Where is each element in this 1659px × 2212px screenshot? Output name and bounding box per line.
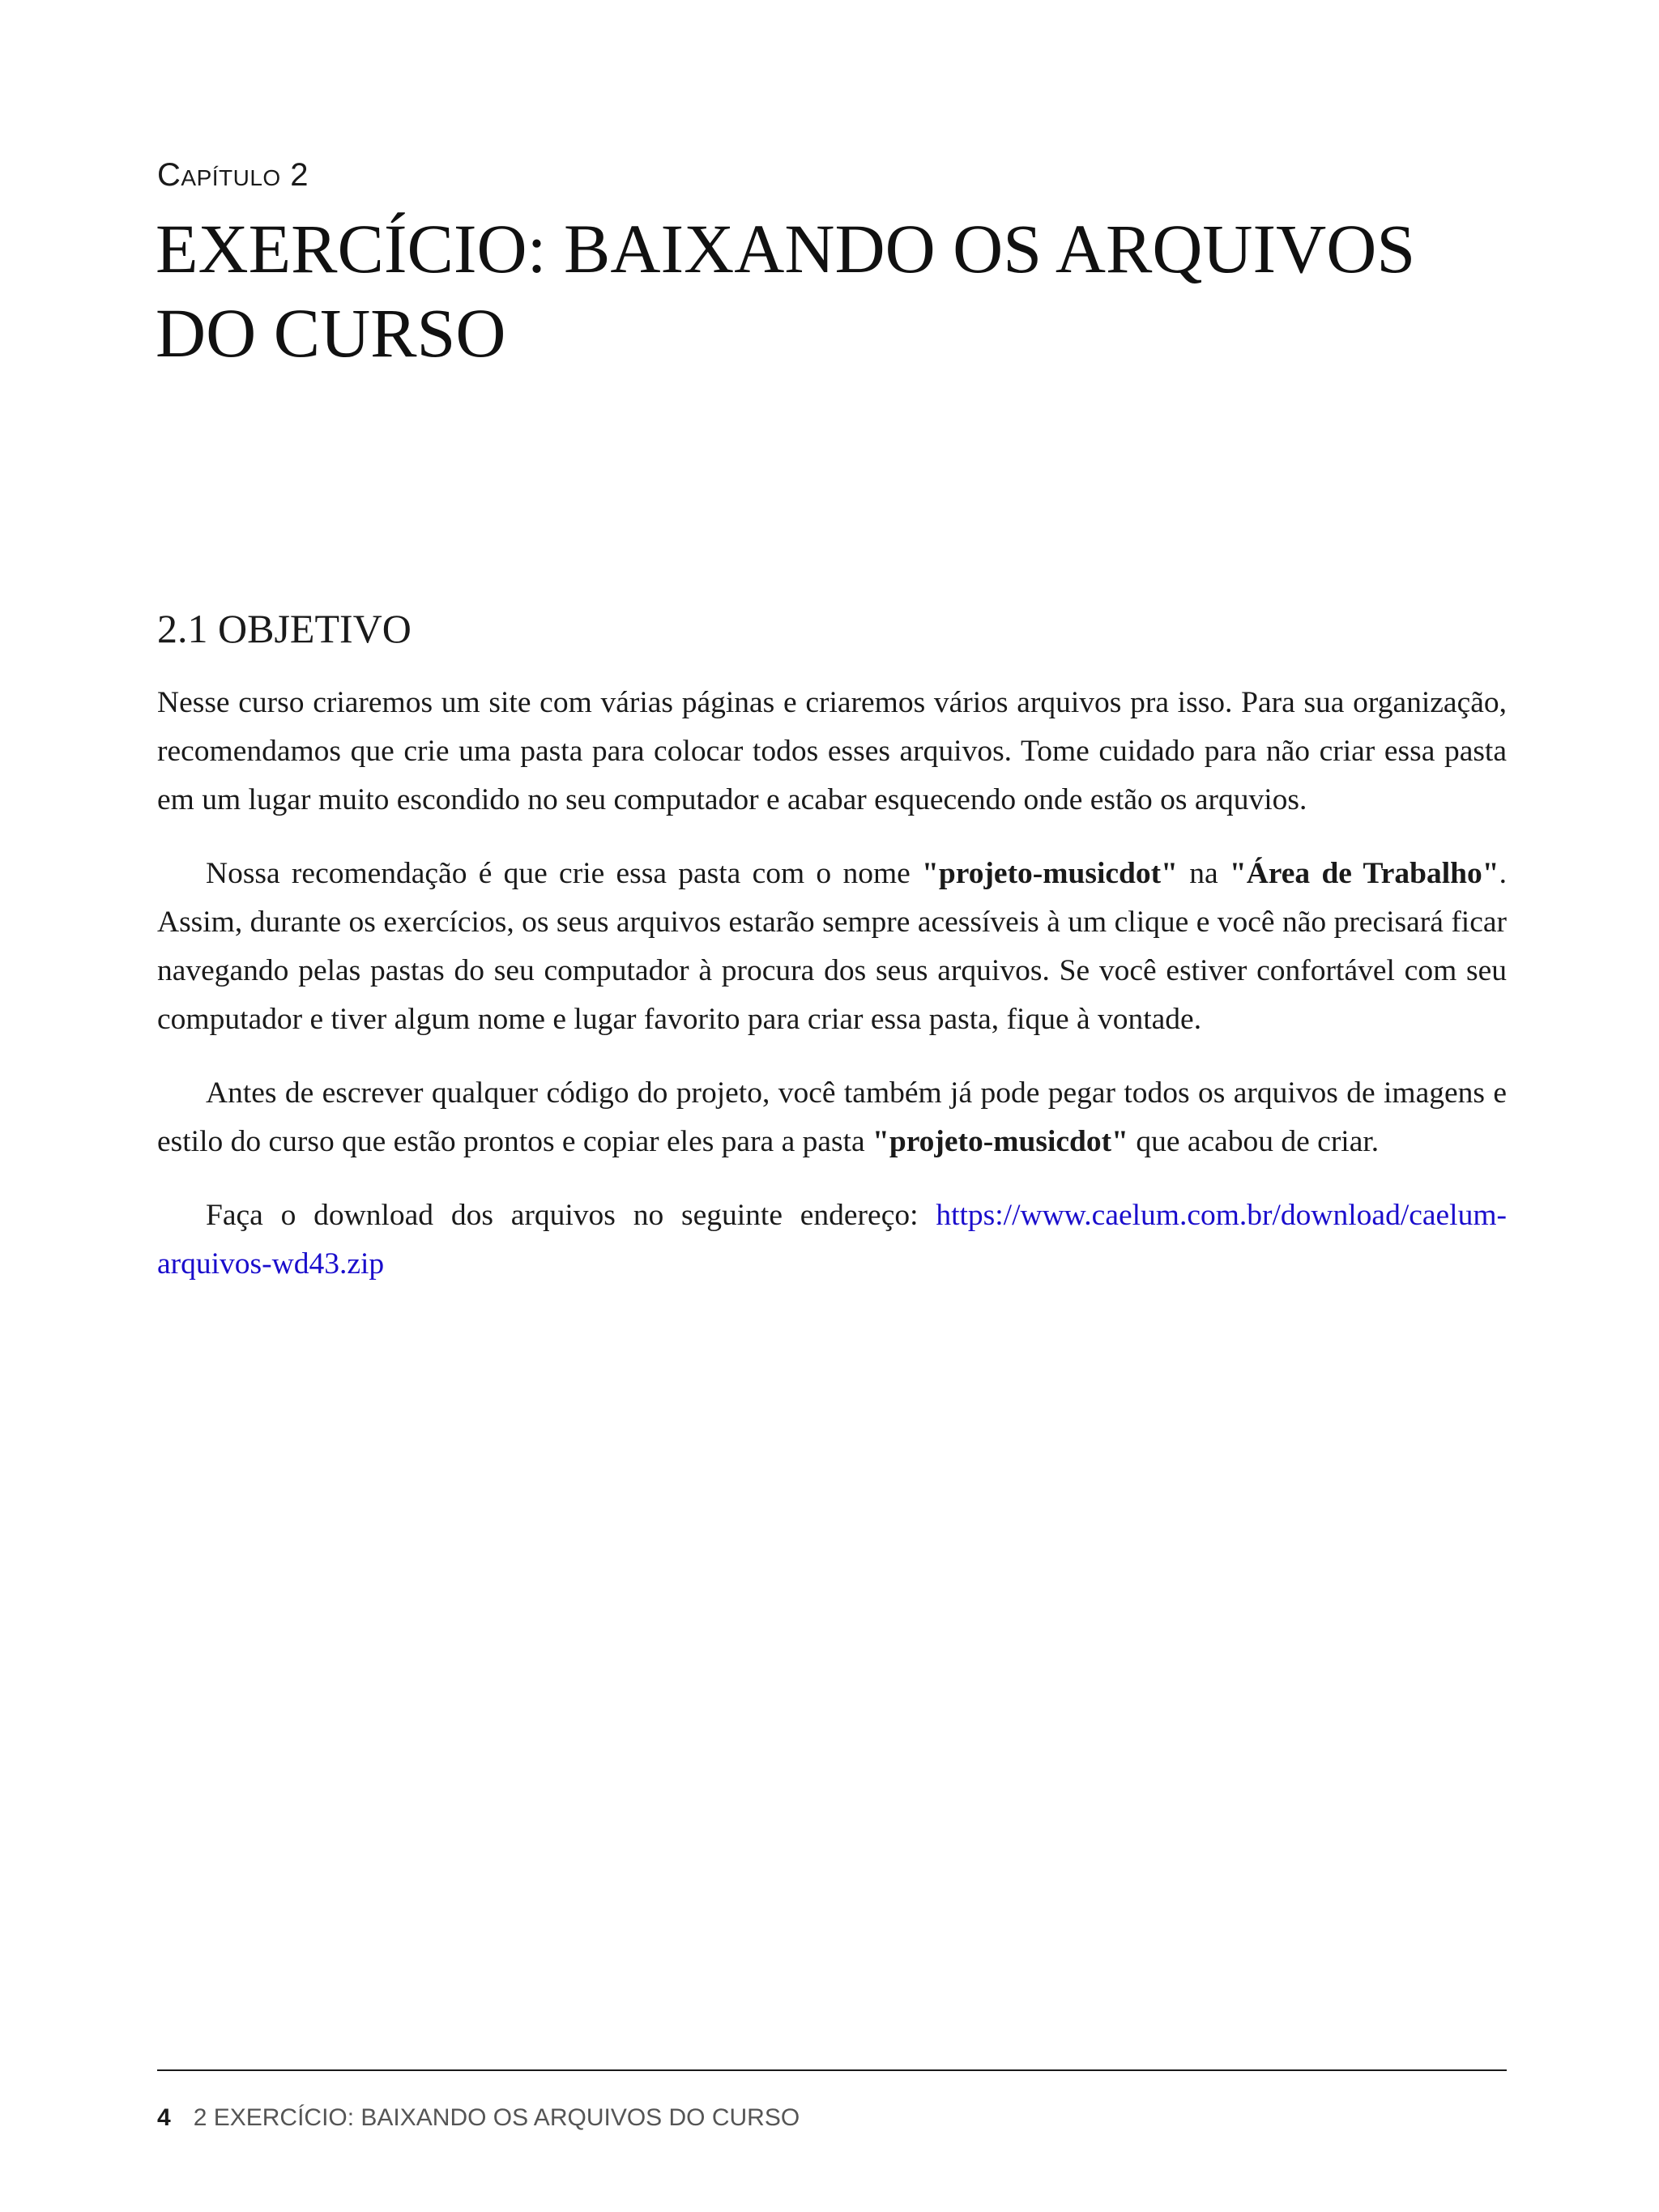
page-number: 4 [157, 2104, 171, 2131]
chapter-title [156, 207, 1549, 375]
paragraph-3-text-a: Antes de escrever qualquer código do projeto, você também já pode pegar todos os arquivos de imagens e estilo do curso que estão prontos e copiar eles para a pasta [157, 1076, 1507, 1158]
paragraph-2-text-a: Nossa recomendação é que crie essa pasta com o nome [206, 857, 923, 890]
paragraph-2 [157, 850, 1507, 1044]
paragraph-2-text-e: . Assim, durante os exercícios, os seus arquivos estarão sempre acessíveis à um clique e você não precisará ficar navegando pelas pastas do seu computador à procura dos seus arquivos. Se você estiver confortável com seu computador e tiver algum nome e lugar favorito para criar essa pasta, fique à vontade. [157, 857, 1507, 1036]
chapter-label: Capítulo 2 [157, 157, 309, 193]
paragraph-4 [157, 1191, 1507, 1289]
download-link[interactable]: https://www.caelum.com.br/download/caelum-arquivos-wd43.zip [157, 1199, 1507, 1281]
running-title: 2 EXERCÍCIO: BAIXANDO OS ARQUIVOS DO CURSO [193, 2104, 800, 2131]
chapter-title-line-1: EXERCÍCIO: BAIXANDO OS ARQUIVOS [156, 210, 1416, 288]
footer-divider [157, 2069, 1507, 2071]
paragraph-3 [157, 1069, 1507, 1166]
page-footer [157, 2102, 800, 2134]
folder-name-bold-2: "projeto-musicdot" [872, 1125, 1128, 1158]
chapter-title-line-2: DO CURSO [156, 294, 506, 372]
paragraph-4-text-a: Faça o download dos arquivos no seguinte endereço: [206, 1199, 936, 1232]
paragraph-2-text-c: na [1177, 857, 1230, 890]
section-heading: 2.1 OBJETIVO [157, 606, 412, 651]
folder-name-bold: "projeto-musicdot" [922, 857, 1178, 890]
paragraph-1: Nesse curso criaremos um site com várias páginas e criaremos vários arquivos pra isso. Para sua organização, recomendamos que crie uma pasta para colocar todos esses arquivos. Tome cuidado para não criar essa pasta em um lugar muito escondido no seu computador e acabar esquecendo onde estão os arquvios. [157, 686, 1507, 816]
paragraph-3-text-c: que acabou de criar. [1128, 1125, 1380, 1158]
body-text [157, 679, 1507, 1314]
desktop-location-bold: "Área de Trabalho" [1229, 857, 1499, 890]
